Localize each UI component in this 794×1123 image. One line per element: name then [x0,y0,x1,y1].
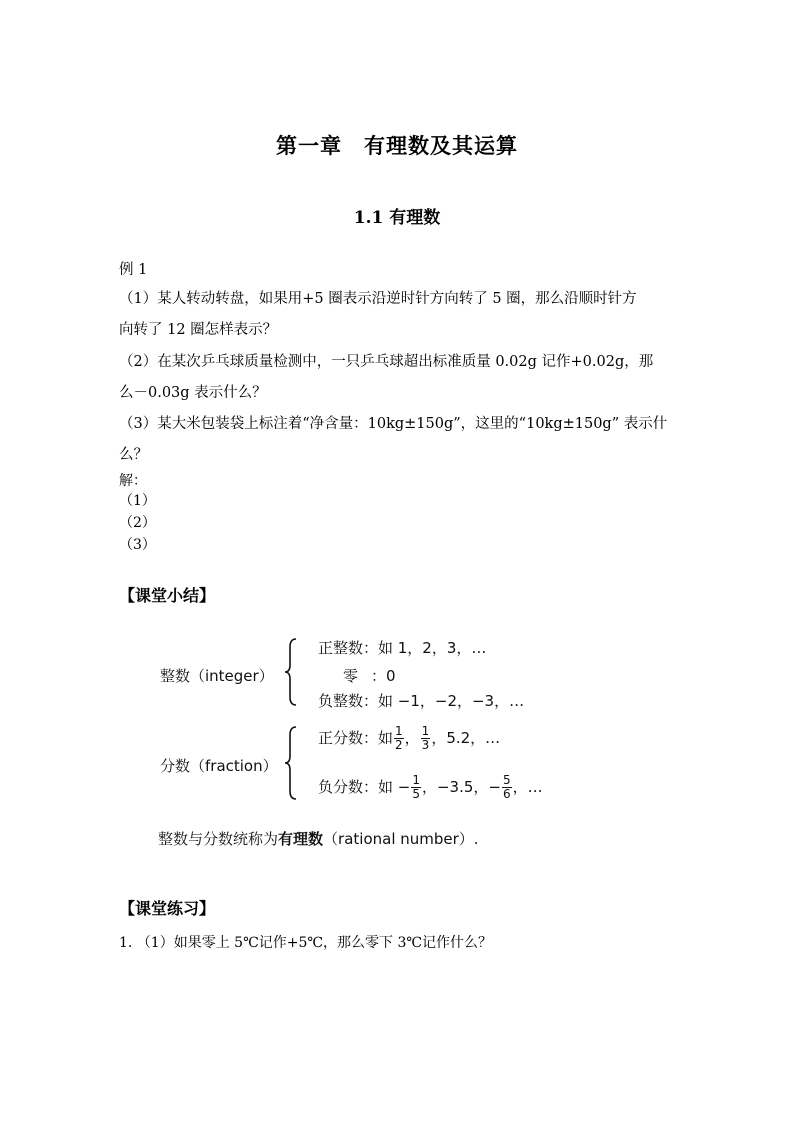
example-q3-line1: （3）某大米包装袋上标注着“净含量：10kg±150g”，这里的“10kg±150g” 表示什 [119,416,668,432]
negative-fraction-prefix: 负分数：如 − [318,778,411,796]
rational-number-term: 有理数 [278,830,324,848]
fraction-one-third: $\frac{1}{3}$ [421,724,430,752]
example-q1-line1: （1）某人转动转盘，如果用+5 圈表示沿逆时针方向转了 5 圈，那么沿顺时针方 [119,291,637,307]
example-q1-line2: 向转了 12 圈怎样表示？ [119,322,278,338]
positive-fraction-prefix: 正分数：如 [318,729,394,747]
fraction-brace-icon [284,725,298,801]
zero-label: 零 [343,667,359,685]
fraction-one-fifth: $\frac{1}{5}$ [412,773,420,801]
zero-value: ：0 [371,667,396,685]
positive-fraction-line: 正分数：如 $\frac{1}{2}$ ， $\frac{1}{3}$ ，5.2，… [318,724,501,752]
example-label: 例 1 [119,262,148,278]
summary-heading: 【课堂小结】 [119,586,216,605]
answer-3: （3） [119,537,156,553]
practice-question-1: 1. （1）如果零上 5℃记作+5℃，那么零下 3℃记作什么？ [119,935,493,951]
negative-integer-line: 负整数：如 −1，−2，−3，… [318,692,525,710]
integer-label: 整数（integer） [160,667,274,685]
negative-fraction-mid: ，−3.5，− [421,778,501,796]
example-q2-line1: （2）在某次乒乓球质量检测中，一只乒乓球超出标准质量 0.02g 记作+0.02g，那 [119,354,654,370]
fraction-five-sixths: $\frac{5}{6}$ [502,773,511,801]
negative-fraction-tail: ，… [512,778,543,796]
practice-heading: 【课堂练习】 [119,899,216,918]
integer-brace-icon [284,637,298,707]
rational-number-conclusion: 整数与分数统称为有理数（rational number）. [158,830,479,848]
positive-integer-line: 正整数：如 1，2，3，… [318,639,487,657]
example-q2-line2: 么－0.03g 表示什么？ [119,385,267,401]
example-q3-line2: 么？ [119,447,148,463]
fraction-one-half: $\frac{1}{2}$ [395,724,403,752]
section-title: 1.1 有理数 [353,208,441,228]
negative-fraction-line [318,774,543,801]
answer-1: （1） [119,493,156,509]
rational-number-classification-figure [148,625,578,855]
fraction-label: 分数（fraction） [160,757,278,775]
positive-fraction-tail: ，5.2，… [431,729,501,747]
answer-2: （2） [119,515,156,531]
solution-label: 解： [119,473,147,489]
chapter-title: 第一章 有理数及其运算 [276,133,518,158]
